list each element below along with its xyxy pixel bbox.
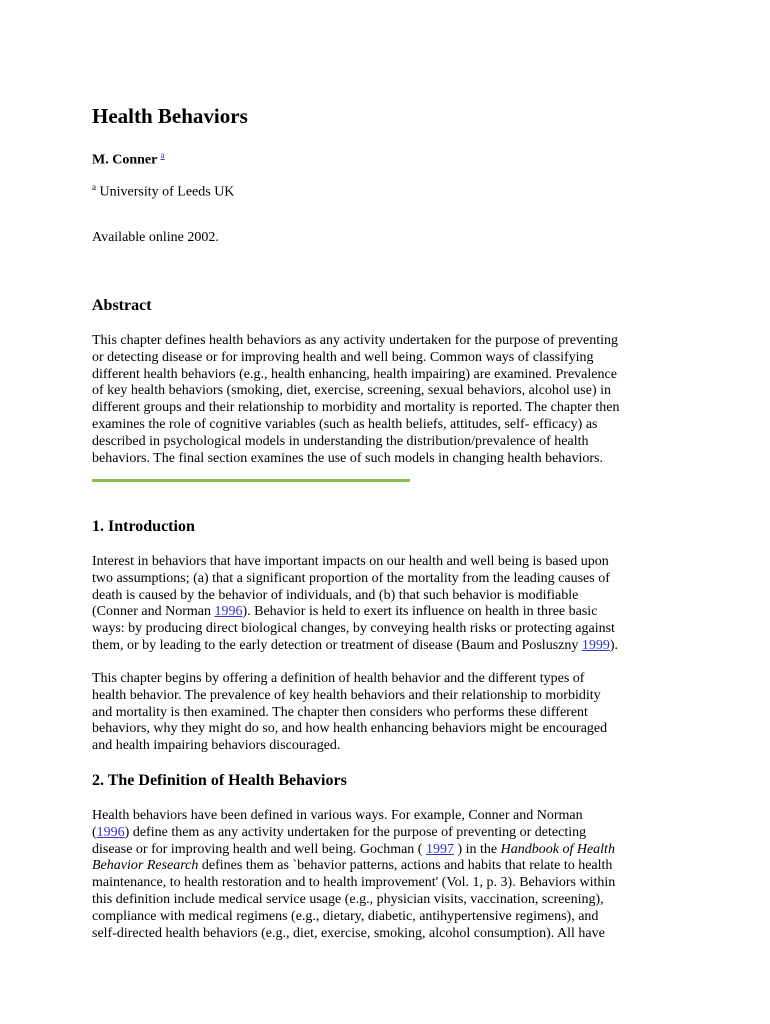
paragraph-line: maintenance, to health restoration and to health improvement' (Vol. 1, p. 3). Behaviors within xyxy=(92,875,616,891)
paragraph-line: ways: by producing direct biological changes, by conveying health risks or protecting against xyxy=(92,621,615,637)
abstract-line: This chapter defines health behaviors as any activity undertaken for the purpose of preventing xyxy=(92,333,618,348)
text-run: them, or by leading to the early detection or treatment of disease (Baum and Posluszny xyxy=(92,637,582,653)
paragraph-line: two assumptions; (a) that a significant proportion of the mortality from the leading causes of xyxy=(92,570,610,586)
affiliation-link[interactable]: a xyxy=(160,150,165,160)
text-run: ) define them as any activity undertaken for the purpose of preventing or detecting xyxy=(124,824,587,840)
paragraph-line xyxy=(92,638,682,655)
abstract-paragraph xyxy=(92,333,682,467)
paragraph-line: Interest in behaviors that have important impacts on our health and well being is based upon xyxy=(92,554,609,569)
abstract-line: examines the role of cognitive variables (such as health beliefs, attitudes, self- efficacy) as xyxy=(92,416,598,432)
definition-heading: 2. The Definition of Health Behaviors xyxy=(92,772,347,789)
section-divider xyxy=(92,479,410,482)
paragraph-line: This chapter begins by offering a definition of health behavior and the different types of xyxy=(92,671,585,686)
abstract-line: described in psychological models in understanding the distribution/prevalence of health xyxy=(92,433,589,449)
author-line xyxy=(92,146,165,170)
citation-link-1996[interactable]: 1996 xyxy=(214,604,243,620)
affiliation-mark: a xyxy=(92,182,96,192)
affiliation-text: University of Leeds UK xyxy=(99,184,235,200)
abstract-line: different health behaviors (e.g., health enhancing, health impairing) are examined. Prevalence xyxy=(92,366,617,382)
paragraph-line: self-directed health behaviors (e.g., diet, exercise, smoking, alcohol consumption). All have xyxy=(92,925,605,941)
abstract-line: or detecting disease or for improving health and well being. Common ways of classifying xyxy=(92,349,594,365)
paragraph-line: death is caused by the behavior of individuals, and (b) that such behavior is modifiable xyxy=(92,587,579,603)
text-run: (Conner and Norman xyxy=(92,604,215,620)
paragraph-line: and mortality is then examined. The chapter then considers who performs these different xyxy=(92,704,588,720)
paragraph-line xyxy=(92,604,682,621)
text-run: disease or for improving health and well being. Gochman ( xyxy=(92,841,426,857)
definition-paragraph xyxy=(92,808,682,942)
availability-note: Available online 2002. xyxy=(92,230,219,245)
article-title: Health Behaviors xyxy=(92,104,248,128)
abstract-line: behaviors. The final section examines the use of such models in changing health behaviors. xyxy=(92,450,603,466)
introduction-paragraph-2 xyxy=(92,671,682,755)
book-title: Handbook of Health xyxy=(500,841,615,857)
paragraph-line: behaviors, why they might do so, and how health enhancing behaviors might be encouraged xyxy=(92,721,608,737)
paragraph-line: this definition include medical service usage (e.g., physician visits, vaccination, screening), xyxy=(92,891,604,907)
paragraph-line xyxy=(92,842,682,859)
paragraph-line: health behavior. The prevalence of key health behaviors and their relationship to morbidity xyxy=(92,687,601,703)
text-run: ). Behavior is held to exert its influence on health in three basic xyxy=(242,604,598,620)
introduction-heading: 1. Introduction xyxy=(92,518,195,535)
text-run: ) in the xyxy=(453,841,501,857)
citation-link-1997[interactable]: 1997 xyxy=(425,841,454,857)
paragraph-line: compliance with medical regimens (e.g., dietary, diabetic, antihypertensive regimens), and xyxy=(92,908,599,924)
abstract-line: different groups and their relationship to morbidity and mortality is reported. The chapter then xyxy=(92,400,620,416)
abstract-line: of key health behaviors (smoking, diet, exercise, screening, sexual behaviors, alcohol use) in xyxy=(92,383,612,399)
text-run: defines them as `behavior patterns, actions and habits that relate to health xyxy=(198,858,613,874)
paragraph-line: and health impairing behaviors discouraged. xyxy=(92,738,341,754)
citation-link-1999[interactable]: 1999 xyxy=(581,637,610,653)
author-name: M. Conner xyxy=(92,152,158,168)
paragraph-line: Health behaviors have been defined in various ways. For example, Conner and Norman xyxy=(92,808,583,823)
abstract-heading: Abstract xyxy=(92,297,152,314)
citation-link-1996[interactable]: 1996 xyxy=(96,824,125,840)
text-run: ). xyxy=(609,637,619,653)
introduction-paragraph-1 xyxy=(92,554,682,655)
paragraph-line xyxy=(92,825,682,842)
text-run: ( xyxy=(92,824,97,840)
paragraph-line xyxy=(92,858,682,875)
book-title: Behavior Research xyxy=(92,858,199,874)
affiliation xyxy=(92,178,234,202)
